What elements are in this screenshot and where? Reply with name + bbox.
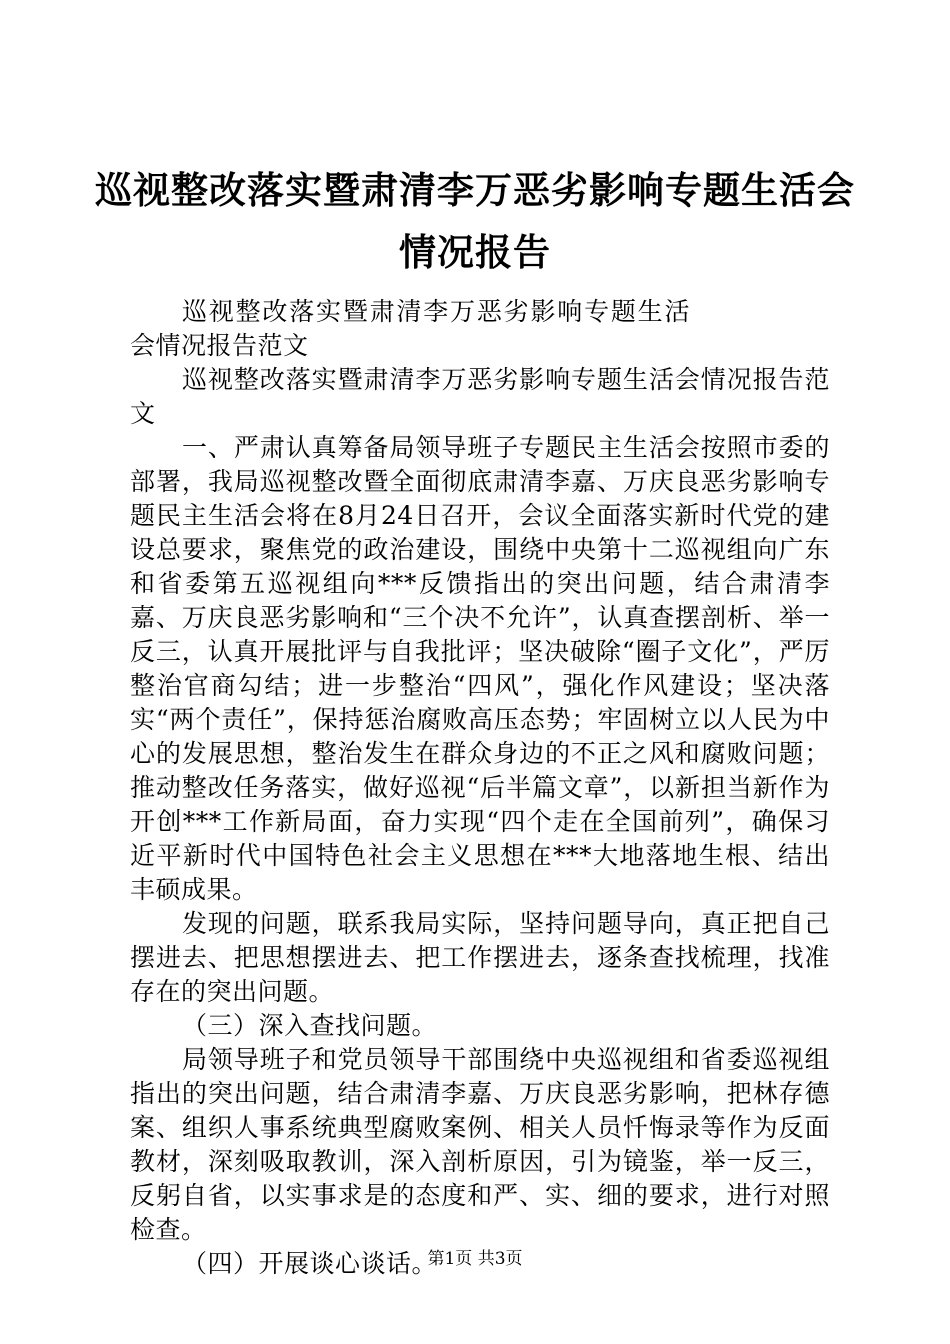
document-body: [130, 295, 830, 1281]
page-footer: 第1页 共3页: [427, 1249, 523, 1269]
document-subtitle: 巡视整改落实暨肃清李万恶劣影响专题生活会情况报告范文: [130, 297, 690, 360]
document-title-line2: 情况报告: [399, 230, 551, 274]
paragraph: （三）深入查找问题。: [182, 1011, 438, 1040]
paragraph: 一、严肃认真筹备局领导班子专题民主生活会按照市委的部署，我局巡视整改暨全面彻底肃清李嘉、万庆良恶劣影响专题民主生活会将在8月24日召开，会议全面落实新时代党的建设总要求，聚焦党的政治建设，围绕中央第十二巡视组向广东和省委第五巡视组向***反馈指出的突出问题，结合肃清李嘉、万庆良恶劣影响和“三个决不允许”，认真查摆剖析、举一反三，认真开展批评与自我批评；坚决破除“圈子文化”，严厉整治官商勾结；进一步整治“四风”，强化作风建设；坚决落实“两个责任”，保持惩治腐败高压态势；牢固树立以人民为中心的发展思想，整治发生在群众身边的不正之风和腐败问题；推动整改任务落实，做好巡视“后半篇文章”，以新担当新作为开创***工作新局面，奋力实现“四个走在全国前列”，确保习近平新时代中国特色社会主义思想在***大地落地生根、结出丰硕成果。: [130, 433, 830, 904]
document-title-line1: 巡视整改落实暨肃清李万恶劣影响专题生活会: [95, 168, 855, 212]
paragraph: 发现的问题，联系我局实际，坚持问题导向，真正把自己摆进去、把思想摆进去、把工作摆进去，逐条查找梳理，找准存在的突出问题。: [130, 909, 830, 1006]
paragraph: 巡视整改落实暨肃清李万恶劣影响专题生活会情况报告范文: [130, 365, 830, 428]
paragraph: （四）开展谈心谈话。: [182, 1249, 438, 1278]
paragraph: 局领导班子和党员领导干部围绕中央巡视组和省委巡视组指出的突出问题，结合肃清李嘉、万庆良恶劣影响，把林存德案、组织人事系统典型腐败案例、相关人员忏悔录等作为反面教材，深刻吸取教训，深入剖析原因，引为镜鉴，举一反三，反躬自省，以实事求是的态度和严、实、细的要求，进行对照检查。: [130, 1045, 830, 1244]
